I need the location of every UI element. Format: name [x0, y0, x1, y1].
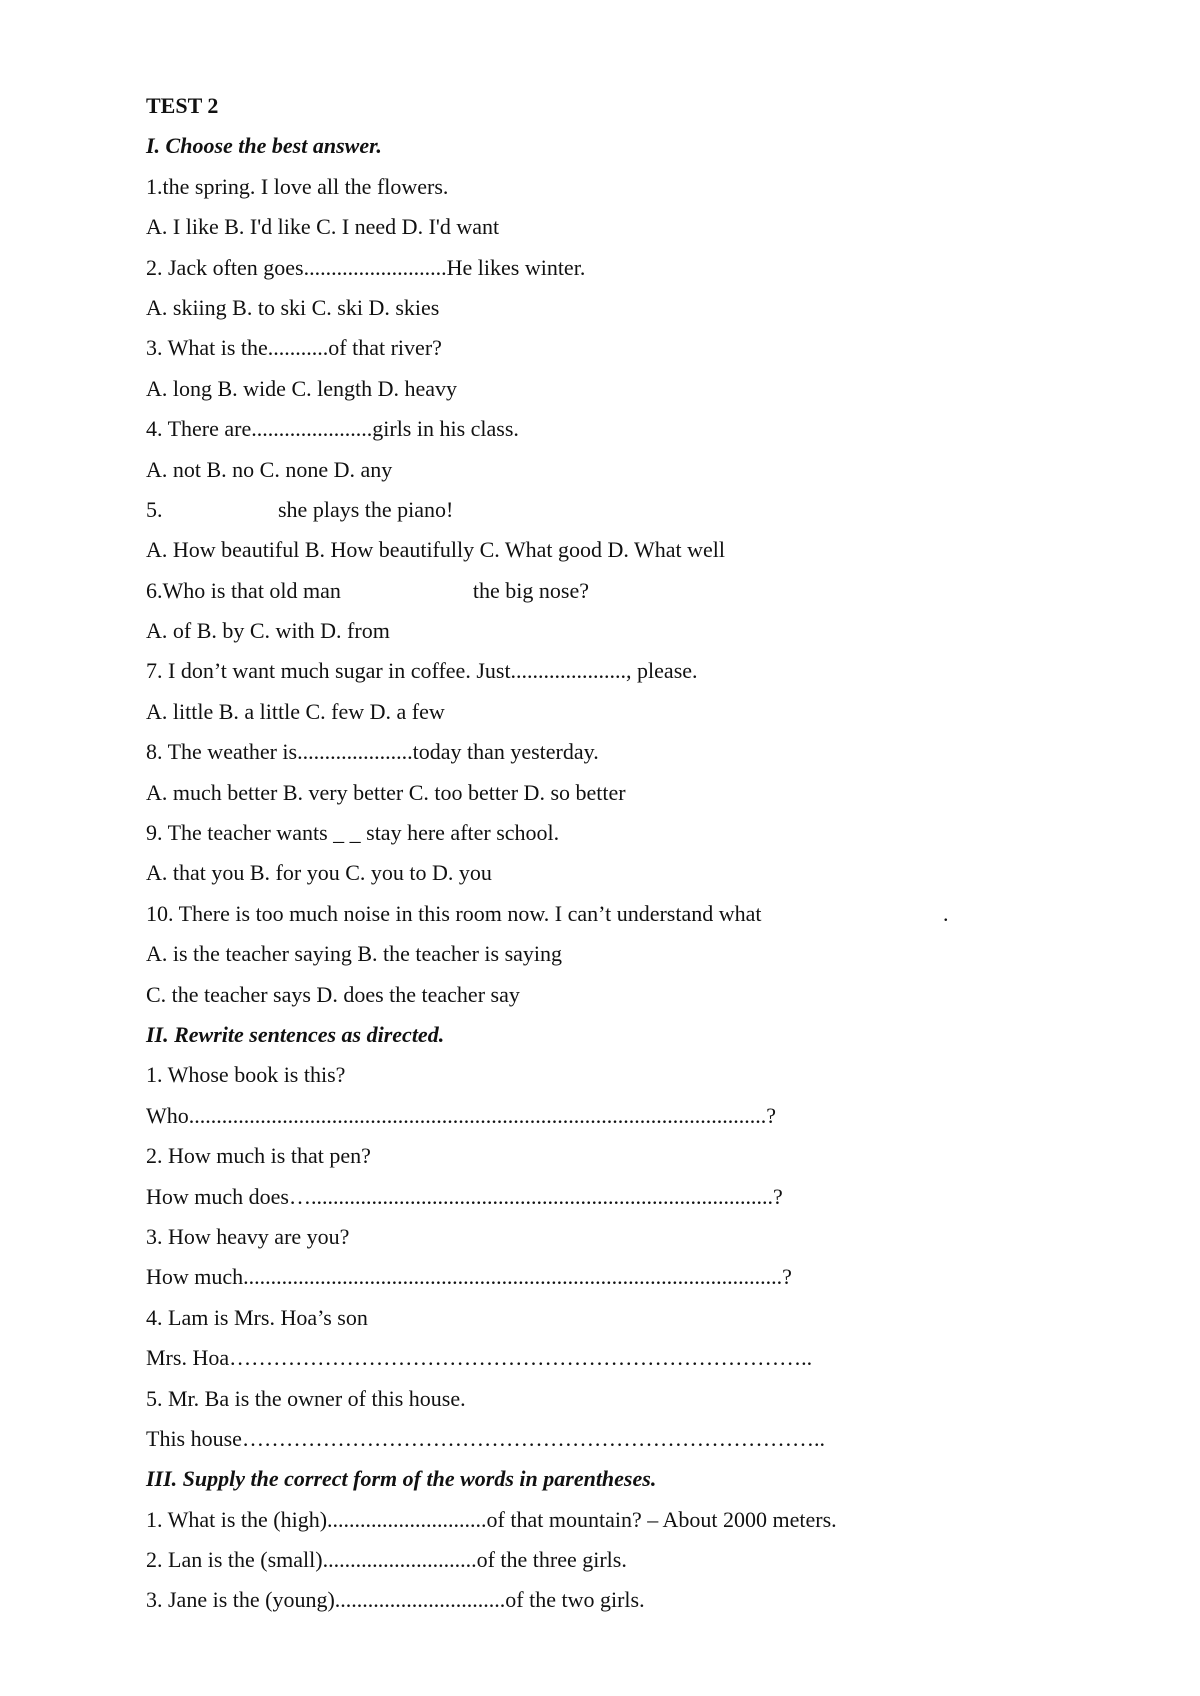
options-line: A. long B. wide C. length D. heavy	[146, 375, 458, 401]
question-line: 4. There are......................girls in his class.	[146, 416, 519, 442]
section-heading: II. Rewrite sentences as directed.	[146, 1021, 445, 1047]
options-line: A. much better B. very better C. too better D. so better	[146, 779, 626, 805]
question-line: 9. The teacher wants _ _ stay here after school.	[146, 820, 560, 846]
options-line: A. skiing B. to ski C. ski D. skies	[146, 294, 440, 320]
question-line: 2. Lan is the (small)............................of the three girls.	[146, 1547, 627, 1573]
question-line: 3. How heavy are you?	[146, 1223, 350, 1249]
question-line: 3. What is the...........of that river?	[146, 335, 442, 361]
options-line: A. I like B. I'd like C. I need D. I'd want	[146, 214, 500, 240]
question-line: 3. Jane is the (young)...............................of the two girls.	[146, 1587, 645, 1613]
question-line: 2. Jack often goes..........................He likes winter.	[146, 254, 586, 280]
section-heading: III. Supply the correct form of the words in parentheses.	[146, 1466, 657, 1492]
options-line: A. of B. by C. with D. from	[146, 618, 390, 644]
question-line: 1. Whose book is this?	[146, 1062, 346, 1088]
question-line: 5. she plays the piano!	[146, 496, 454, 522]
question-line: 4. Lam is Mrs. Hoa’s son	[146, 1304, 368, 1330]
question-line: 2. How much is that pen?	[146, 1143, 371, 1169]
answer-line: How much..................................................................................................?	[146, 1264, 792, 1290]
test-title: TEST 2	[146, 93, 219, 118]
answer-line: Mrs. Hoa……………………………………………………………………..	[146, 1345, 813, 1371]
question-line: 8. The weather is.....................today than yesterday.	[146, 739, 599, 765]
options-line: C. the teacher says D. does the teacher say	[146, 981, 520, 1007]
options-line: A. How beautiful B. How beautifully C. What good D. What well	[146, 537, 726, 563]
options-line: A. is the teacher saying B. the teacher is saying	[146, 941, 563, 967]
section-rewrite-sentences	[146, 1015, 1106, 1459]
question-line: 1.the spring. I love all the flowers.	[146, 173, 449, 199]
section-word-forms	[146, 1459, 1106, 1621]
section-choose-best-answer	[146, 126, 1106, 1015]
question-line: 1. What is the (high).............................of that mountain? – About 2000 meters.	[146, 1506, 837, 1532]
section-heading: I. Choose the best answer.	[146, 133, 382, 159]
question-line: 10. There is too much noise in this room now. I can’t understand what .	[146, 900, 949, 926]
question-line: 7. I don’t want much sugar in coffee. Just....................., please.	[146, 658, 698, 684]
question-line: 5. Mr. Ba is the owner of this house.	[146, 1385, 466, 1411]
question-line: 6.Who is that old man the big nose?	[146, 577, 589, 603]
answer-line: How much does…....................................................................................?	[146, 1183, 783, 1209]
answer-line: This house……………………………………………………………………..	[146, 1425, 825, 1451]
answer-line: Who.........................................................................................................?	[146, 1102, 777, 1128]
worksheet	[146, 86, 1106, 1621]
options-line: A. not B. no C. none D. any	[146, 456, 393, 482]
options-line: A. that you B. for you C. you to D. you	[146, 860, 492, 886]
options-line: A. little B. a little C. few D. a few	[146, 698, 445, 724]
